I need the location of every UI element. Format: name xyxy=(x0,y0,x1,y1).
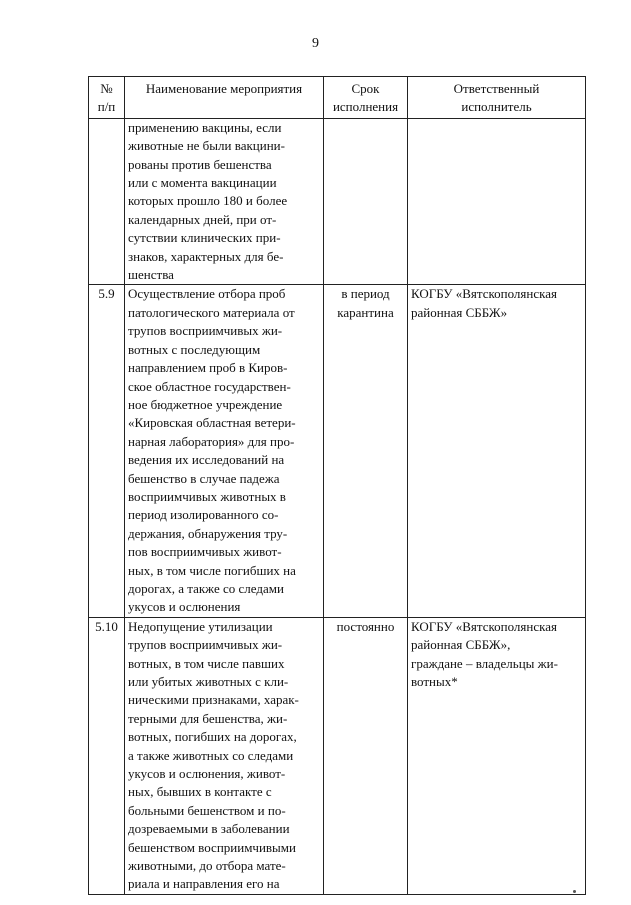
deadline xyxy=(324,118,408,285)
event-name xyxy=(125,118,324,285)
cell-line: календарных дней, при от- xyxy=(128,211,277,227)
cell-line: укусов и ослюнения, живот- xyxy=(128,766,286,782)
cell-line: в период xyxy=(341,286,390,302)
cell-line: КОГБУ «Вятскополянская xyxy=(411,286,557,302)
cell-line: вотных, погибших на дорогах, xyxy=(128,729,297,745)
cell-line: шенства xyxy=(128,267,174,283)
cell-line: вотных* xyxy=(411,674,458,689)
header-number: № п/п xyxy=(89,77,125,119)
cell-line: граждане – владельцы жи- xyxy=(411,655,558,671)
table-header-row xyxy=(89,77,586,119)
cell-line: ведения их исследований на xyxy=(128,452,285,468)
cell-line: или убитых животных с кли- xyxy=(128,674,289,689)
cell-line: восприимчивых животных в xyxy=(128,488,286,504)
table-row xyxy=(89,285,586,617)
cell-line: сутствии клинических при- xyxy=(128,230,281,246)
cell-line: патологического материала от xyxy=(128,304,295,320)
event-name xyxy=(125,617,324,894)
cell-line: ное бюджетное учреждение xyxy=(128,396,283,412)
cell-line: ных, бывших в контакте с xyxy=(128,784,272,800)
deadline xyxy=(324,285,408,617)
row-number xyxy=(89,118,125,285)
cell-line: животные не были вакцини- xyxy=(128,138,285,154)
cell-line: постоянно xyxy=(336,618,395,634)
cell-line: ское областное государствен- xyxy=(128,378,291,394)
cell-line: риала и направления его на xyxy=(128,876,280,892)
responsible xyxy=(408,617,586,894)
table-row xyxy=(89,118,586,285)
header-responsible: Ответственный исполнитель xyxy=(408,77,586,119)
cell-line: которых прошло 180 и более xyxy=(128,193,288,209)
events-table xyxy=(88,76,586,895)
cell-line: бешенством восприимчивыми xyxy=(128,839,296,855)
cell-line: или с момента вакцинации xyxy=(128,175,277,191)
cell-line: КОГБУ «Вятскополянская xyxy=(411,618,557,634)
deadline xyxy=(324,617,408,894)
cell-line: укусов и ослюнения xyxy=(128,599,241,615)
cell-line: вотных, в том числе павших xyxy=(128,655,285,671)
cell-line: больными бешенством и по- xyxy=(128,802,286,818)
cell-line: а также животных со следами xyxy=(128,747,294,763)
cell-line: применению вакцины, если xyxy=(128,119,282,135)
row-number: 5.10 xyxy=(89,617,125,894)
cell-line: пов восприимчивых живот- xyxy=(128,544,282,560)
cell-line: карантина xyxy=(337,304,394,320)
scan-speck xyxy=(573,890,576,893)
header-deadline: Срок исполнения xyxy=(324,77,408,119)
cell-line: бешенство в случае падежа xyxy=(128,470,280,486)
cell-line: рованы против бешенства xyxy=(128,156,272,172)
cell-line: дозреваемыми в заболевании xyxy=(128,821,290,837)
cell-line: знаков, характерных для бе- xyxy=(128,248,284,264)
cell-line: ническими признаками, харак- xyxy=(128,692,299,708)
page-number: 9 xyxy=(312,36,319,51)
cell-line: направлением проб в Киров- xyxy=(128,360,288,376)
cell-line: дорогах, а также со следами xyxy=(128,580,284,596)
responsible xyxy=(408,285,586,617)
cell-line: ных, в том числе погибших на xyxy=(128,562,296,578)
cell-line: «Кировская областная ветери- xyxy=(128,415,296,431)
row-number: 5.9 xyxy=(89,285,125,617)
cell-line: трупов восприимчивых жи- xyxy=(128,637,283,653)
table-row xyxy=(89,617,586,894)
cell-line: терными для бешенства, жи- xyxy=(128,710,288,726)
cell-line: районная СББЖ» xyxy=(411,304,508,320)
cell-line: вотных с последующим xyxy=(128,341,261,357)
cell-line: период изолированного со- xyxy=(128,507,279,523)
cell-line: трупов восприимчивых жи- xyxy=(128,323,283,339)
cell-line: держания, обнаружения тру- xyxy=(128,525,288,541)
header-event-name: Наименование мероприятия xyxy=(125,77,324,119)
cell-line: Осуществление отбора проб xyxy=(128,286,286,302)
cell-line: районная СББЖ», xyxy=(411,637,511,653)
responsible xyxy=(408,118,586,285)
cell-line: нарная лаборатория» для про- xyxy=(128,433,295,449)
cell-line: Недопущение утилизации xyxy=(128,618,273,634)
cell-line: животными, до отбора мате- xyxy=(128,858,286,874)
event-name xyxy=(125,285,324,617)
